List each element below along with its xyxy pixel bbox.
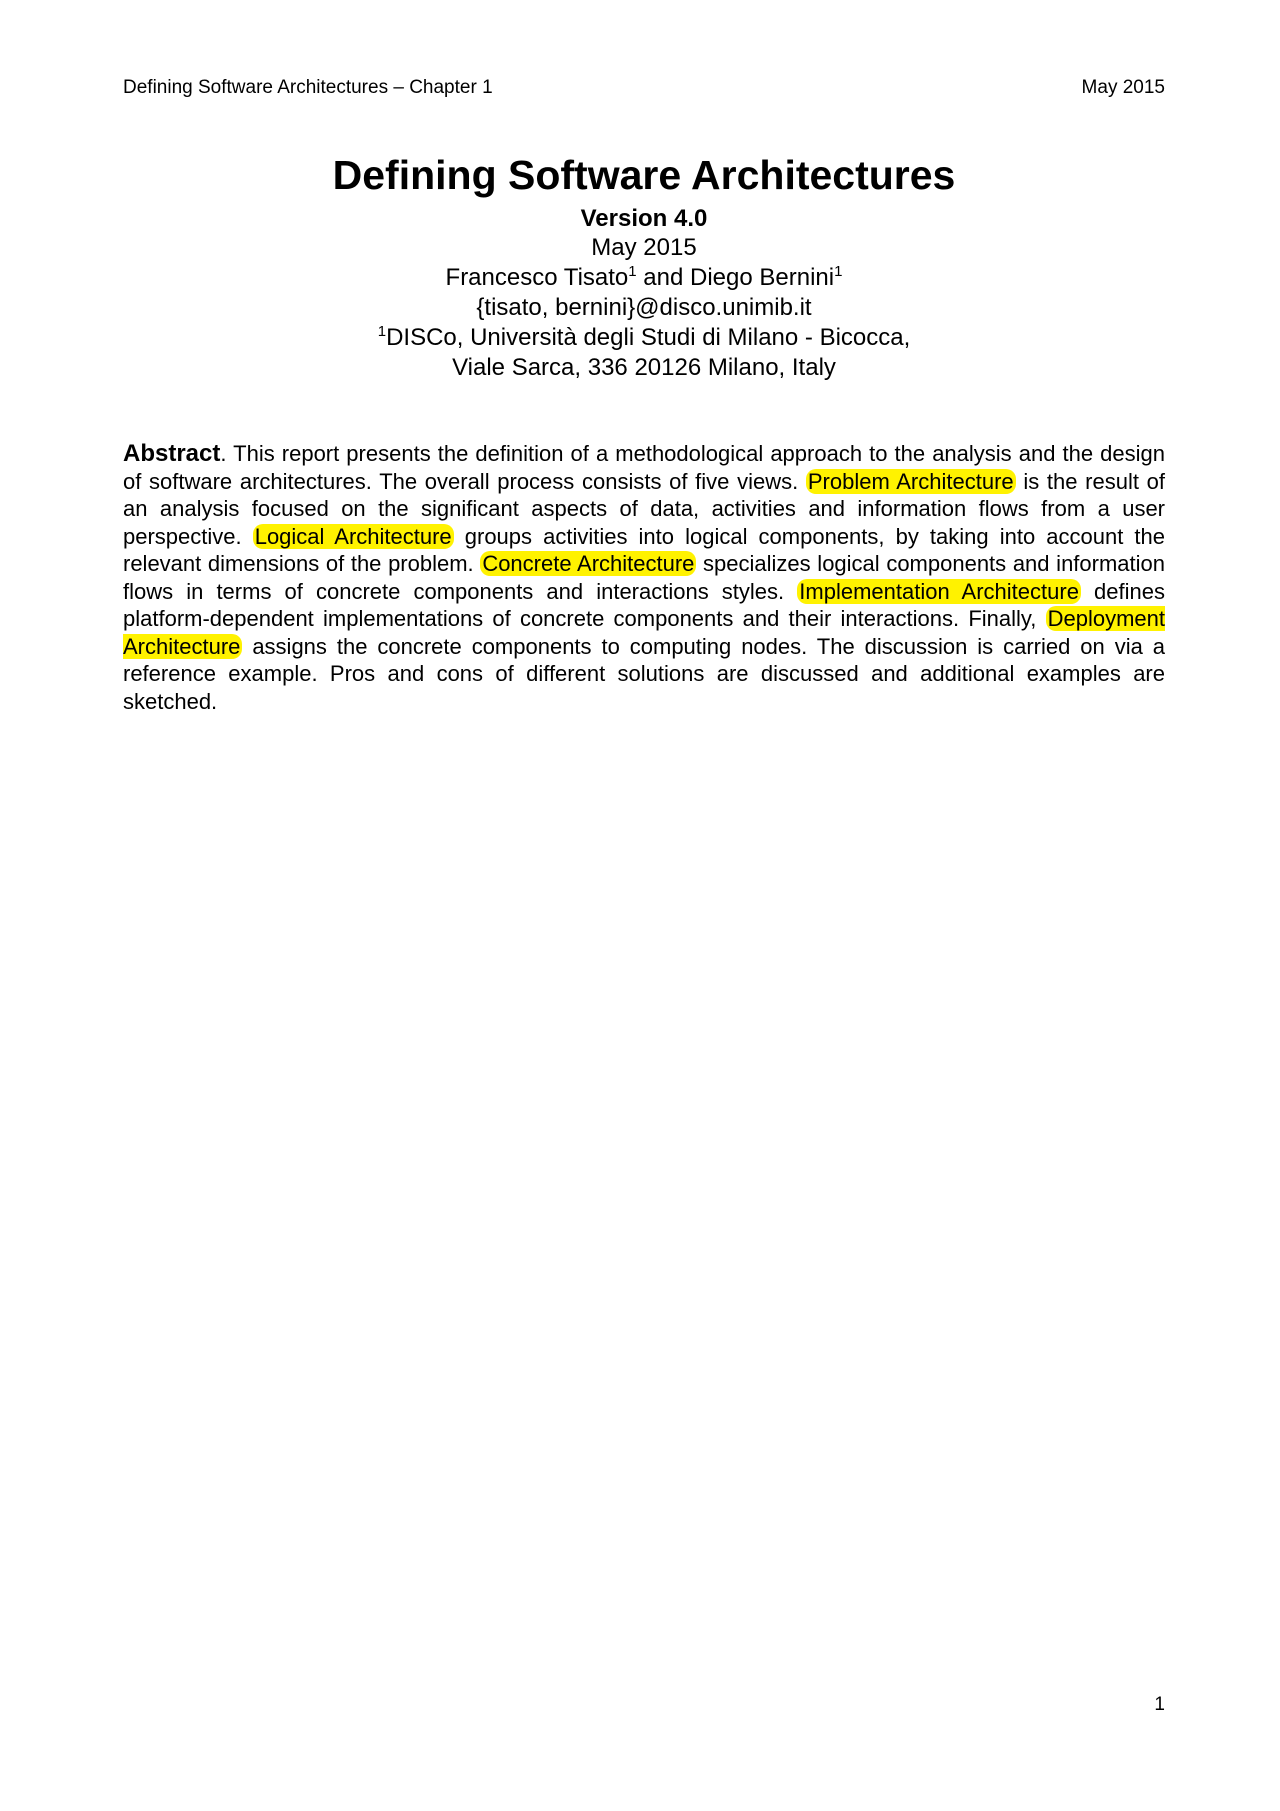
running-header-title: Defining Software Architectures – Chapter 1: [123, 77, 493, 98]
running-header: [123, 76, 1165, 100]
authors-line: [123, 263, 1165, 293]
highlight-deployment-architecture: Deployment Architecture: [123, 606, 1165, 659]
version-label: Version 4.0: [580, 205, 708, 232]
running-header-date: May 2015: [1081, 77, 1165, 98]
abstract-text: specializes logical components and information flows in terms of concrete components and interactions styles.: [123, 551, 1166, 604]
affiliation-text: DISCo, Università degli Studi di Milano - Bicocca,: [386, 324, 911, 351]
author-name: Diego Bernini: [690, 264, 835, 291]
affiliation-marker: 1: [834, 263, 843, 280]
title-block: [123, 148, 1165, 383]
page-number: 1: [1154, 1694, 1165, 1715]
highlight-concrete-architecture: Concrete Architecture: [482, 551, 695, 576]
affiliation-marker: 1: [377, 323, 387, 340]
highlight-problem-architecture: Problem Architecture: [807, 468, 1014, 494]
affiliation-line: [123, 323, 1165, 353]
publication-date: May 2015: [591, 234, 697, 261]
abstract-text: groups activities into logical components, by taking into account the relevant dimensions of the problem.: [123, 523, 1165, 576]
highlight-logical-architecture: Logical Architecture: [254, 523, 452, 549]
affiliation-address: Viale Sarca, 336 20126 Milano, Italy: [452, 354, 836, 381]
abstract-text: . This report presents the definition of a methodological approach to the analysis and the design of software architectures. The overall process consists of five views.: [123, 441, 1165, 494]
document-title: Defining Software Architectures: [332, 152, 956, 198]
highlight-implementation-architecture: Implementation Architecture: [799, 578, 1079, 604]
abstract-text: defines platform-dependent implementations of concrete components and their interactions. Finally,: [123, 578, 1165, 631]
abstract-text: assigns the concrete components to computing nodes. The discussion is carried on via a reference example. Pros and cons of different solutions are discussed and additional examples are sketched.: [123, 633, 1165, 714]
author-email: {tisato, bernini}@disco.unimib.it: [476, 294, 812, 321]
abstract-text: is the result of an analysis focused on the significant aspects of data, activities and information flows from a user perspective.: [123, 468, 1165, 549]
author-name: Francesco Tisato: [445, 264, 629, 291]
abstract-label: Abstract: [123, 440, 221, 467]
affiliation-marker: 1: [628, 263, 637, 280]
author-separator: and: [636, 264, 691, 291]
abstract-paragraph: [123, 440, 1165, 715]
